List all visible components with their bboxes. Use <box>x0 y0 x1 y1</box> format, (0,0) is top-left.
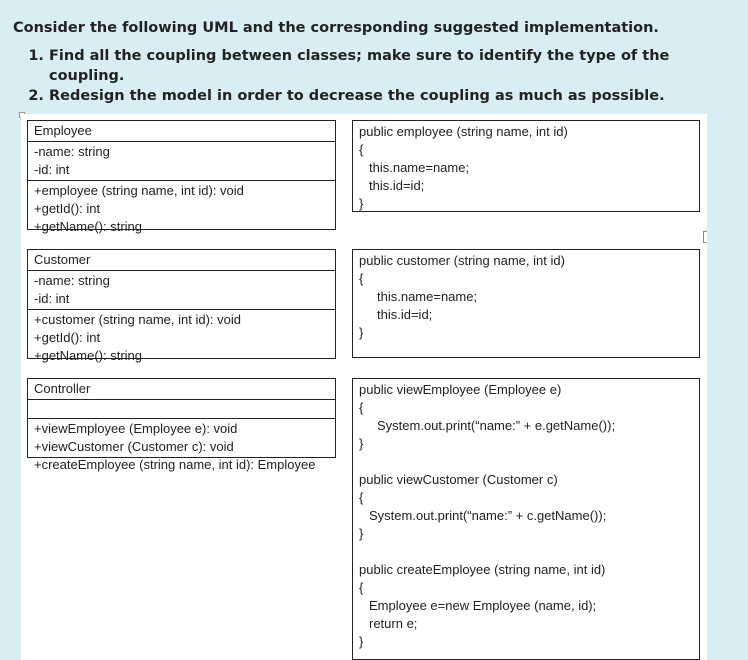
uml-methods <box>28 310 335 366</box>
uml-figure <box>21 114 707 660</box>
method: +getName(): string <box>34 219 143 234</box>
uml-attributes <box>28 271 335 310</box>
code-line: public viewEmployee (Employee e) <box>359 382 562 397</box>
code-line: this.id=id; <box>369 178 425 193</box>
uml-attributes <box>28 400 335 419</box>
code-line: public employee (string name, int id) <box>359 124 568 139</box>
question-intro: Consider the following UML and the corresponding suggested implementation. <box>13 20 659 36</box>
uml-methods <box>28 181 335 237</box>
method: +createEmployee (string name, int id): Employee <box>34 457 316 472</box>
code-line: public createEmployee (string name, int id) <box>359 562 606 577</box>
code-line: { <box>359 271 364 286</box>
question-item-1: 1. Find all the coupling between classes; make sure to identify the type of the coupling. <box>49 46 738 86</box>
uml-attributes <box>28 142 335 181</box>
code-controller <box>352 378 700 660</box>
attribute: -id: int <box>34 291 70 306</box>
uml-methods <box>28 419 335 475</box>
code-line: this.id=id; <box>377 307 433 322</box>
method: +getId(): int <box>34 330 101 345</box>
method: +viewCustomer (Customer c): void <box>34 439 234 454</box>
code-line: public viewCustomer (Customer c) <box>359 472 558 487</box>
method: +employee (string name, int id): void <box>34 183 244 198</box>
attribute: -name: string <box>34 144 110 159</box>
question-list <box>13 46 738 106</box>
class-name: Controller <box>34 381 91 396</box>
uml-class-employee <box>27 120 336 234</box>
code-line: this.name=name; <box>377 289 478 304</box>
code-gap <box>359 543 693 561</box>
code-line: this.name=name; <box>369 160 470 175</box>
code-gap <box>359 453 693 471</box>
method: +viewEmployee (Employee e): void <box>34 421 238 436</box>
attribute: -name: string <box>34 273 110 288</box>
code-line: { <box>359 400 364 415</box>
code-line: } <box>359 634 364 649</box>
code-line: } <box>359 436 364 451</box>
class-name: Employee <box>34 123 92 138</box>
code-line: System.out.print(“name:” + e.getName()); <box>377 418 616 433</box>
code-line: { <box>359 142 364 157</box>
code-line: } <box>359 526 364 541</box>
code-line: return e; <box>369 616 418 631</box>
code-line: } <box>359 325 364 340</box>
code-line: Employee e=new Employee (name, id); <box>369 598 597 613</box>
attribute: -id: int <box>34 162 70 177</box>
uml-class-name <box>28 121 335 142</box>
method: +getName(): string <box>34 348 143 363</box>
method: +getId(): int <box>34 201 101 216</box>
code-customer <box>352 249 700 358</box>
code-line: public customer (string name, int id) <box>359 253 565 268</box>
class-name: Customer <box>34 252 91 267</box>
code-line: } <box>359 196 364 211</box>
text-cursor-icon <box>703 231 707 243</box>
code-line: { <box>359 580 364 595</box>
code-line: { <box>359 490 364 505</box>
uml-class-name <box>28 379 335 400</box>
uml-class-name <box>28 250 335 271</box>
uml-class-customer <box>27 249 336 363</box>
code-line: System.out.print(“name:” + c.getName()); <box>369 508 607 523</box>
uml-class-controller <box>27 378 336 472</box>
question-text <box>13 14 738 106</box>
code-employee <box>352 120 700 212</box>
method: +customer (string name, int id): void <box>34 312 241 327</box>
question-item-2: 2. Redesign the model in order to decrease the coupling as much as possible. <box>49 86 738 106</box>
